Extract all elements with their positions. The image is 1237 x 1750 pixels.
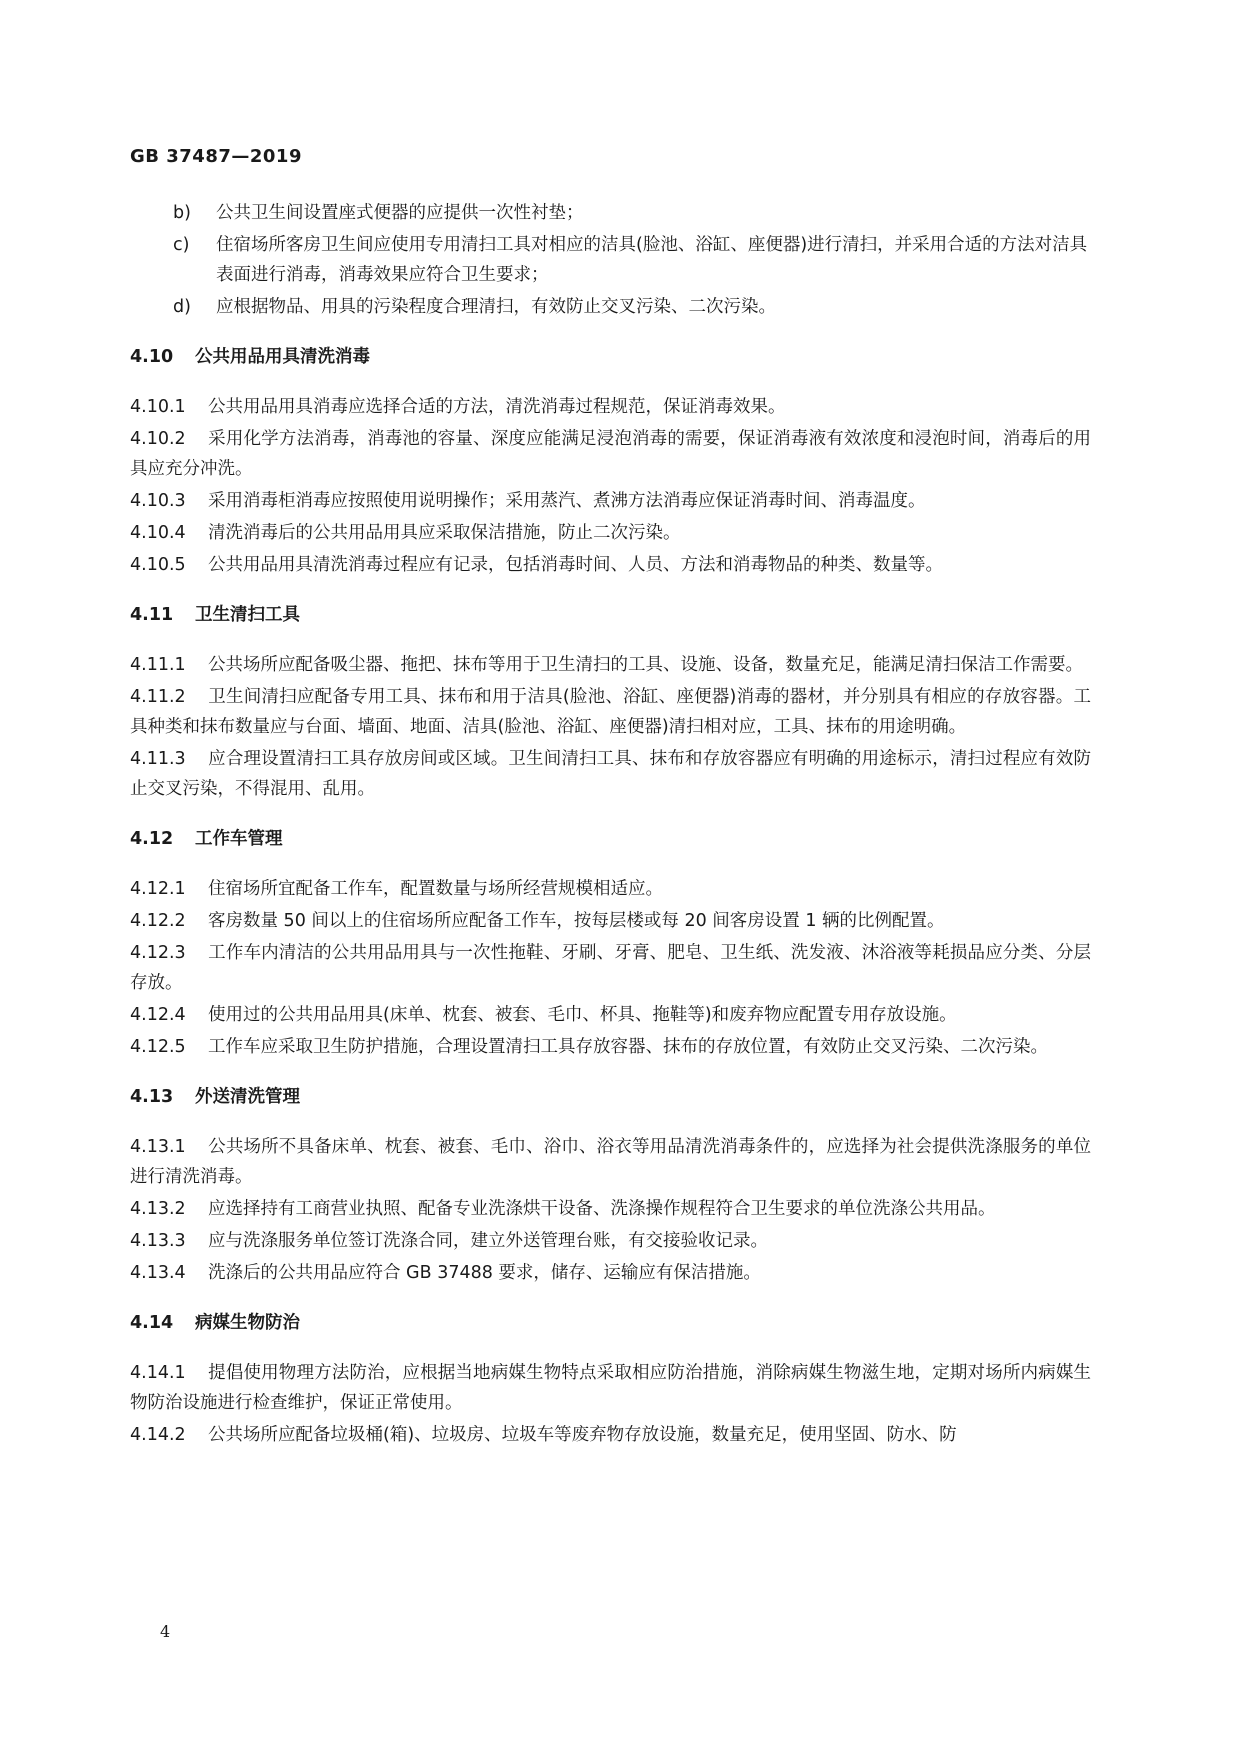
section-number: 4.10 <box>130 347 174 367</box>
list-item-c <box>130 230 1091 290</box>
clause-text: 清洗消毒后的公共用品用具应采取保洁措施，防止二次污染。 <box>208 523 681 543</box>
section-number: 4.14 <box>130 1313 174 1333</box>
clause <box>130 392 1091 422</box>
clause <box>130 1000 1091 1030</box>
clause <box>130 682 1091 742</box>
clause-number: 4.10.1 <box>130 397 186 417</box>
clause <box>130 424 1091 484</box>
clause-text: 应合理设置清扫工具存放房间或区域。卫生间清扫工具、抹布和存放容器应有明确的用途标示，清扫过程应有效防止交叉污染，不得混用、乱用。 <box>130 749 1091 799</box>
clause-number: 4.11.1 <box>130 655 186 675</box>
clause-number: 4.12.4 <box>130 1005 186 1025</box>
clause-text: 卫生间清扫应配备专用工具、抹布和用于洁具(脸池、浴缸、座便器)消毒的器材，并分别具有相应的存放容器。工具种类和抹布数量应与台面、墙面、地面、洁具(脸池、浴缸、座便器)清扫相对应，工具、抹布的用途明确。 <box>130 687 1091 737</box>
clause-number: 4.14.1 <box>130 1363 186 1383</box>
clause-text: 公共用品用具清洗消毒过程应有记录，包括消毒时间、人员、方法和消毒物品的种类、数量等。 <box>208 555 943 575</box>
clause-number: 4.13.1 <box>130 1137 186 1157</box>
clause-number: 4.11.2 <box>130 687 186 707</box>
clause-number: 4.13.4 <box>130 1263 186 1283</box>
clause <box>130 1258 1091 1288</box>
clause-number: 4.14.2 <box>130 1425 186 1445</box>
section-number: 4.12 <box>130 829 174 849</box>
section-heading-4-14 <box>130 1308 1091 1338</box>
clause <box>130 518 1091 548</box>
clause-text: 应与洗涤服务单位签订洗涤合同，建立外送管理台账，有交接验收记录。 <box>208 1231 768 1251</box>
section-heading-4-12 <box>130 824 1091 854</box>
clause-number: 4.10.5 <box>130 555 186 575</box>
clause-text: 应选择持有工商营业执照、配备专业洗涤烘干设备、洗涤操作规程符合卫生要求的单位洗涤公共用品。 <box>208 1199 996 1219</box>
clause-number: 4.13.3 <box>130 1231 186 1251</box>
section-title: 病媒生物防治 <box>195 1313 300 1333</box>
clause <box>130 650 1091 680</box>
clause-text: 公共场所应配备垃圾桶(箱)、垃圾房、垃圾车等废弃物存放设施，数量充足，使用坚固、防水、防 <box>208 1425 957 1445</box>
section-heading-4-11 <box>130 600 1091 630</box>
section-title: 工作车管理 <box>195 829 283 849</box>
clause-text: 采用消毒柜消毒应按照使用说明操作；采用蒸汽、煮沸方法消毒应保证消毒时间、消毒温度。 <box>208 491 926 511</box>
clause-number: 4.10.2 <box>130 429 186 449</box>
clause-number: 4.12.5 <box>130 1037 186 1057</box>
clause-number: 4.10.4 <box>130 523 186 543</box>
clause <box>130 874 1091 904</box>
section-number: 4.13 <box>130 1087 174 1107</box>
clause <box>130 1226 1091 1256</box>
section-heading-4-13 <box>130 1082 1091 1112</box>
clause-text: 工作车内清洁的公共用品用具与一次性拖鞋、牙刷、牙膏、肥皂、卫生纸、洗发液、沐浴液等耗损品应分类、分层存放。 <box>130 943 1091 993</box>
list-marker: b) <box>173 203 191 223</box>
clause-number: 4.11.3 <box>130 749 186 769</box>
clause <box>130 1420 1091 1450</box>
clause-text: 公共用品用具消毒应选择合适的方法，清洗消毒过程规范，保证消毒效果。 <box>208 397 786 417</box>
clause-number: 4.13.2 <box>130 1199 186 1219</box>
document-body <box>130 198 1091 1452</box>
clause <box>130 1132 1091 1192</box>
page-number: 4 <box>160 1622 171 1641</box>
list-text: 住宿场所客房卫生间应使用专用清扫工具对相应的洁具(脸池、浴缸、座便器)进行清扫，并采用合适的方法对洁具表面进行消毒，消毒效果应符合卫生要求； <box>216 235 1088 285</box>
clause-text: 客房数量 50 间以上的住宿场所应配备工作车，按每层楼或每 20 间客房设置 1 辆的比例配置。 <box>208 911 945 931</box>
section-title: 卫生清扫工具 <box>195 605 300 625</box>
clause <box>130 550 1091 580</box>
list-item-d <box>130 292 1091 322</box>
clause-text: 公共场所不具备床单、枕套、被套、毛巾、浴巾、浴衣等用品清洗消毒条件的，应选择为社会提供洗涤服务的单位进行清洗消毒。 <box>130 1137 1091 1187</box>
clause-text: 公共场所应配备吸尘器、拖把、抹布等用于卫生清扫的工具、设施、设备，数量充足，能满足清扫保洁工作需要。 <box>208 655 1083 675</box>
clause-text: 提倡使用物理方法防治，应根据当地病媒生物特点采取相应防治措施，消除病媒生物滋生地，定期对场所内病媒生物防治设施进行检查维护，保证正常使用。 <box>130 1363 1091 1413</box>
clause <box>130 1358 1091 1418</box>
clause <box>130 906 1091 936</box>
clause <box>130 744 1091 804</box>
list-item-b <box>130 198 1091 228</box>
section-number: 4.11 <box>130 605 174 625</box>
clause-text: 采用化学方法消毒，消毒池的容量、深度应能满足浸泡消毒的需要，保证消毒液有效浓度和浸泡时间，消毒后的用具应充分冲洗。 <box>130 429 1091 479</box>
clause-text: 工作车应采取卫生防护措施，合理设置清扫工具存放容器、抹布的存放位置，有效防止交叉污染、二次污染。 <box>208 1037 1048 1057</box>
list-marker: c) <box>173 235 190 255</box>
clause <box>130 938 1091 998</box>
clause <box>130 1194 1091 1224</box>
clause-number: 4.12.2 <box>130 911 186 931</box>
clause-text: 使用过的公共用品用具(床单、枕套、被套、毛巾、杯具、拖鞋等)和废弃物应配置专用存放设施。 <box>208 1005 957 1025</box>
clause-text: 洗涤后的公共用品应符合 GB 37488 要求，储存、运输应有保洁措施。 <box>208 1263 761 1283</box>
clause-number: 4.10.3 <box>130 491 186 511</box>
list-text: 公共卫生间设置座式便器的应提供一次性衬垫； <box>216 203 584 223</box>
clause-number: 4.12.1 <box>130 879 186 899</box>
section-title: 公共用品用具清洗消毒 <box>195 347 370 367</box>
clause-text: 住宿场所宜配备工作车，配置数量与场所经营规模相适应。 <box>208 879 663 899</box>
document-id: GB 37487—2019 <box>130 146 302 167</box>
list-text: 应根据物品、用具的污染程度合理清扫，有效防止交叉污染、二次污染。 <box>216 297 776 317</box>
clause <box>130 486 1091 516</box>
section-title: 外送清洗管理 <box>195 1087 300 1107</box>
clause-number: 4.12.3 <box>130 943 186 963</box>
section-heading-4-10 <box>130 342 1091 372</box>
list-marker: d) <box>173 297 191 317</box>
clause <box>130 1032 1091 1062</box>
